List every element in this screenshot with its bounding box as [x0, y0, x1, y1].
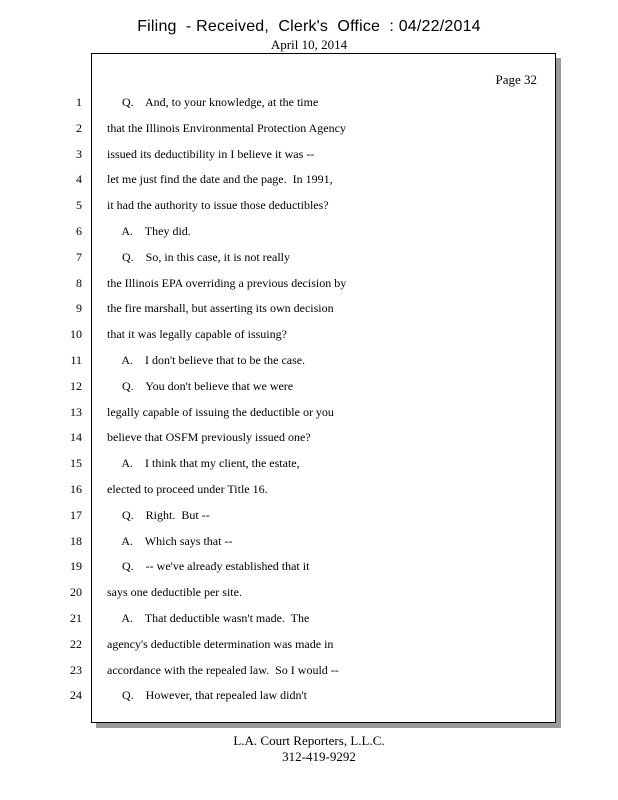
line-number: 4 [76, 172, 82, 186]
transcript-line: A. I think that my client, the estate, [107, 456, 300, 470]
deposition-date: April 10, 2014 [270, 37, 348, 52]
line-number: 22 [70, 637, 82, 651]
transcript-line: A. Which says that -- [107, 534, 233, 548]
line-number: 3 [76, 147, 82, 161]
line-number: 6 [76, 224, 82, 238]
transcript-line: Q. You don't believe that we were [107, 379, 294, 393]
transcript-line: elected to proceed under Title 16. [107, 482, 268, 496]
line-number: 10 [70, 327, 82, 341]
transcript-line: agency's deductible determination was made in [107, 637, 334, 651]
transcript-line: A. I don't believe that to be the case. [107, 353, 306, 367]
transcript-line: A. They did. [107, 224, 191, 238]
line-number: 12 [70, 379, 82, 393]
transcript-line: believe that OSFM previously issued one? [107, 430, 311, 444]
transcript-line: says one deductible per site. [107, 585, 242, 599]
transcript-line: the Illinois EPA overriding a previous decision by [107, 276, 347, 290]
line-number: 13 [70, 405, 82, 419]
line-number: 16 [70, 482, 82, 496]
line-number: 15 [70, 456, 82, 470]
line-number: 9 [76, 301, 82, 315]
line-number: 18 [70, 534, 82, 548]
line-number: 14 [70, 430, 82, 444]
line-number: 11 [70, 353, 82, 367]
line-number: 8 [76, 276, 82, 290]
page-number: Page 32 [495, 72, 537, 87]
transcript-line: the fire marshall, but asserting its own decision [107, 301, 334, 315]
transcript-line: Q. However, that repealed law didn't [107, 688, 307, 702]
line-number: 1 [76, 95, 82, 109]
line-number: 21 [70, 611, 82, 625]
line-number: 7 [76, 250, 82, 264]
line-number: 23 [70, 663, 82, 677]
transcript-line: that the Illinois Environmental Protection Agency [107, 121, 346, 135]
footer-phone: 312-419-9292 [282, 749, 356, 764]
transcript-line: legally capable of issuing the deductible or you [107, 405, 334, 419]
transcript-line: Q. -- we've already established that it [107, 559, 310, 573]
line-number: 17 [70, 508, 82, 522]
transcript-line: Q. And, to your knowledge, at the time [107, 95, 319, 109]
line-number: 5 [76, 198, 82, 212]
transcript-line: accordance with the repealed law. So I would -- [107, 663, 339, 677]
transcript-line: Q. So, in this case, it is not really [107, 250, 290, 264]
transcript-line: Q. Right. But -- [107, 508, 210, 522]
transcript-line: it had the authority to issue those deductibles? [107, 198, 329, 212]
transcript-line: issued its deductibility in I believe it was -- [107, 147, 315, 161]
filing-stamp: Filing - Received, Clerk's Office : 04/22/2014 [137, 18, 481, 35]
transcript-line: A. That deductible wasn't made. The [107, 611, 310, 625]
line-number: 24 [70, 688, 82, 702]
transcript-line: let me just find the date and the page. In 1991, [107, 172, 333, 186]
line-number: 2 [76, 121, 82, 135]
transcript-line: that it was legally capable of issuing? [107, 327, 287, 341]
line-number: 19 [70, 559, 82, 573]
line-number: 20 [70, 585, 82, 599]
footer-company: L.A. Court Reporters, L.L.C. [233, 733, 385, 748]
